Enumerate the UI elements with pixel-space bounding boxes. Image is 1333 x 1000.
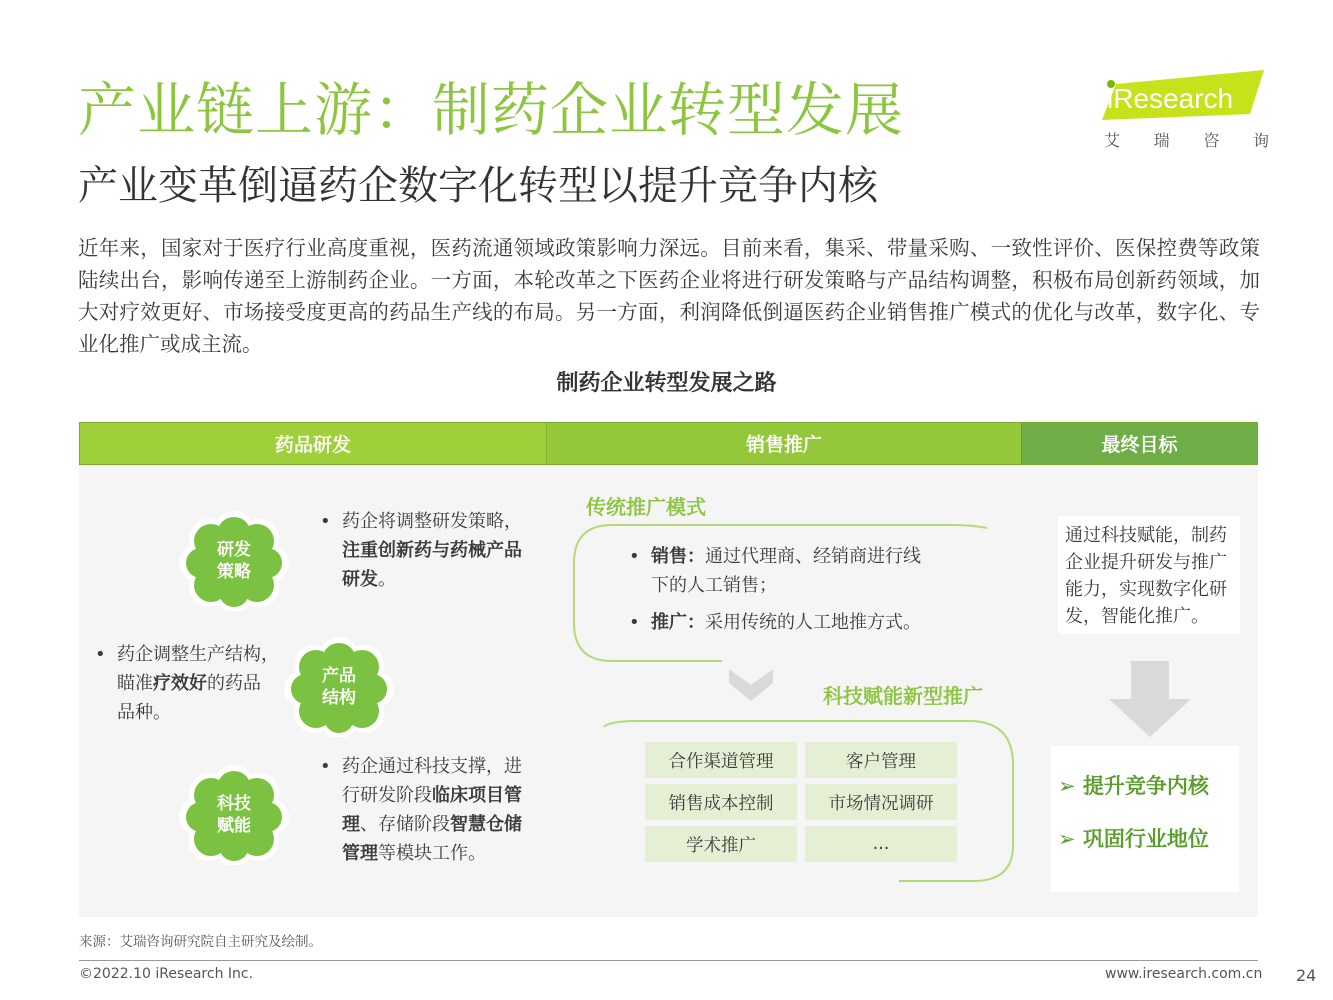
promo-grid-cell: 客户管理 <box>805 742 957 778</box>
bullet-dot: • <box>320 756 331 777</box>
column-header-rd: 药品研发 <box>80 423 547 464</box>
bullet-text: 的药品 <box>207 673 261 694</box>
page-subtitle: 产业变革倒逼药企数字化转型以提升竞争内核 <box>78 163 878 209</box>
goal-item <box>1058 770 1209 800</box>
intro-paragraph: 近年来，国家对于医疗行业高度重视，医药流通领域政策影响力深远。目前来看，集采、带量采购、一致性评价、医保控费等政策陆续出台，影响传递至上游制药企业。一方面，本轮改革之下医药企业将进行研发策略与产品结构调整，积极布局创新药领域，加大对疗效更好、市场接受度更高的药品生产线的布局。另一方面，利润降低倒逼医药企业销售推广模式的优化与改革，数字化、专业化推广或成主流。 <box>78 236 1260 356</box>
logo-tagline-char: 询 <box>1252 131 1269 150</box>
promo-grid-cell: 市场情况调研 <box>805 784 957 820</box>
cloud-product-structure <box>284 637 394 737</box>
goal-description-line: 通过科技赋能，制药 <box>1065 525 1227 546</box>
new-mode-title: 科技赋能新型推广 <box>823 684 983 708</box>
bullet-text: 品种。 <box>117 702 171 723</box>
cloud-label: 产品 <box>322 666 356 686</box>
logo-tagline-char: 艾 <box>1104 131 1121 150</box>
bullet-bold: 注重创新药与药械产品 <box>342 540 522 561</box>
goal-description-line: 能力，实现数字化研 <box>1065 579 1227 600</box>
promo-grid-cell: 销售成本控制 <box>645 784 797 820</box>
bullet-bold: 管理 <box>342 843 378 864</box>
bullet-text: 、存储阶段 <box>360 814 450 835</box>
product-structure-bullet <box>95 640 287 727</box>
bullet-bold: 研发 <box>342 569 378 590</box>
arrow-right-icon: ➢ <box>1058 774 1076 798</box>
bullet-bold: 疗效好 <box>153 673 207 694</box>
copyright: ©2022.10 iResearch Inc. <box>79 966 254 982</box>
goal-item-label: 提升竞争内核 <box>1082 774 1209 798</box>
source-note: 来源：艾瑞咨询研究院自主研究及绘制。 <box>79 934 322 950</box>
cloud-label: 科技 <box>217 794 251 814</box>
page-number: 24 <box>1296 966 1317 985</box>
bullet-dot: • <box>320 511 331 532</box>
bullet-text: 通过代理商、经销商进行线 <box>705 546 921 567</box>
bullet-text: 等模块工作。 <box>378 843 486 864</box>
bullet-text: 采用传统的人工地推方式。 <box>705 612 921 633</box>
bullet-text: 。 <box>378 569 396 590</box>
goal-description-line: 发，智能化推广。 <box>1065 606 1209 627</box>
logo-brand: iResearch <box>1107 83 1234 114</box>
goal-description <box>1065 522 1241 630</box>
goal-item-label: 巩固行业地位 <box>1082 827 1209 851</box>
promo-grid-cell: 合作渠道管理 <box>645 742 797 778</box>
website-link[interactable]: www.iresearch.com.cn <box>1105 966 1263 982</box>
page-title: 产业链上游：制药企业转型发展 <box>78 76 905 144</box>
bullet-dot: • <box>629 546 640 567</box>
bullet-bold: 理 <box>342 814 360 835</box>
column-header-goal: 最终目标 <box>1022 423 1257 464</box>
bullet-dot: • <box>629 612 640 633</box>
chevron-down-icon <box>729 669 773 705</box>
traditional-item-sales <box>629 542 951 600</box>
arrow-down-icon <box>1109 661 1191 737</box>
cloud-label: 结构 <box>322 688 356 708</box>
bullet-key: 推广： <box>651 612 705 633</box>
logo-tagline-char: 瑞 <box>1153 131 1170 150</box>
column-header-sales: 销售推广 <box>547 423 1022 464</box>
traditional-item-promo <box>629 608 951 637</box>
bullet-dot: • <box>95 644 106 665</box>
column-header-bar <box>79 422 1258 465</box>
goal-description-line: 企业提升研发与推广 <box>1065 552 1227 573</box>
promo-grid-cell: ... <box>805 826 957 862</box>
logo-tagline-char: 咨 <box>1203 131 1220 150</box>
traditional-mode-title: 传统推广模式 <box>586 495 706 519</box>
goal-item <box>1058 823 1209 853</box>
bullet-bold: 临床项目管 <box>432 785 522 806</box>
cloud-rd-strategy <box>179 511 289 611</box>
bullet-key: 销售： <box>651 546 705 567</box>
goal-items-box <box>1051 746 1239 892</box>
bullet-text: 药企通过科技支撑，进 <box>342 756 522 777</box>
cloud-tech-empower <box>179 765 289 865</box>
tech-empower-bullet <box>320 752 542 868</box>
rd-strategy-bullet <box>320 507 542 594</box>
footer-divider <box>79 960 1258 961</box>
promo-grid-cell: 学术推广 <box>645 826 797 862</box>
bullet-text: 瞄准 <box>117 673 153 694</box>
diagram-panel <box>79 465 1258 917</box>
logo-tagline <box>1104 128 1269 151</box>
cloud-label: 研发 <box>217 540 251 560</box>
arrow-right-icon: ➢ <box>1058 827 1076 851</box>
iresearch-logo <box>1102 70 1268 126</box>
diagram-title: 制药企业转型发展之路 <box>556 371 777 396</box>
cloud-label: 策略 <box>217 562 251 582</box>
bullet-bold: 智慧仓储 <box>450 814 522 835</box>
bullet-text: 行研发阶段 <box>342 785 432 806</box>
cloud-label: 赋能 <box>217 816 251 836</box>
bullet-text: 下的人工销售； <box>651 575 777 596</box>
bullet-text: 药企将调整研发策略， <box>342 511 522 532</box>
bullet-text: 药企调整生产结构， <box>117 644 279 665</box>
